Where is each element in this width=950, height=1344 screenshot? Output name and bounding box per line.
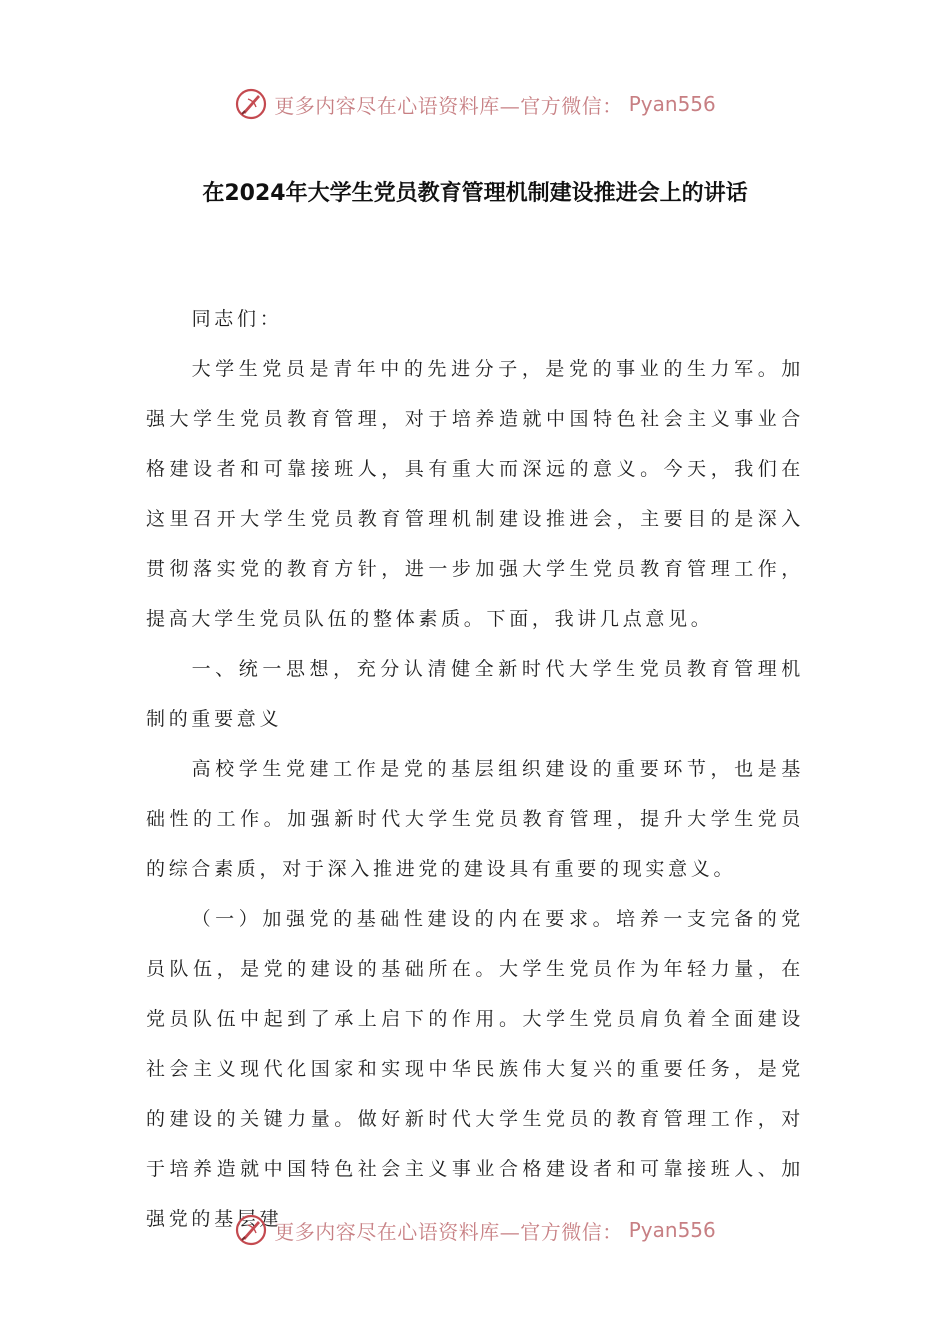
header-watermark: [0, 82, 950, 126]
document-title: 在2024年大学生党员教育管理机制建设推进会上的讲话: [202, 181, 748, 206]
watermark-text: 更多内容尽在心语资料库—官方微信：: [274, 1219, 623, 1244]
greeting: 同志们：: [191, 308, 283, 330]
paragraph: 大学生党员是青年中的先进分子，是党的事业的生力军。加强大学生党员教育管理，对于培养造就中国特色社会主义事业合格建设者和可靠接班人，具有重大而深远的意义。今天，我们在这里召开大学生党员教育管理机制建设推进会，主要目的是深入贯彻落实党的教育方针，进一步加强大学生党员教育管理工作，提高大学生党员队伍的整体素质。下面，我讲几点意见。: [146, 358, 804, 630]
quill-logo-icon: [234, 87, 268, 121]
section-heading: 一、统一思想，充分认清健全新时代大学生党员教育管理机制的重要意义: [146, 658, 804, 730]
paragraph: （一）加强党的基础性建设的内在要求。培养一支完备的党员队伍，是党的建设的基础所在。大学生党员作为年轻力量，在党员队伍中起到了承上启下的作用。大学生党员肩负着全面建设社会主义现代化国家和实现中华民族伟大复兴的重要任务，是党的建设的关键力量。做好新时代大学生党员的教育管理工作，对于培养造就中国特色社会主义事业合格建设者和可靠接班人、加强党的基层建: [146, 908, 804, 1230]
document-body: [146, 294, 804, 1244]
watermark-account: Pyan556: [628, 92, 716, 116]
footer-watermark: [0, 1208, 950, 1252]
watermark-account: Pyan556: [628, 1218, 716, 1242]
paragraph: 高校学生党建工作是党的基层组织建设的重要环节，也是基础性的工作。加强新时代大学生党员教育管理，提升大学生党员的综合素质，对于深入推进党的建设具有重要的现实意义。: [146, 758, 804, 880]
quill-logo-icon: [234, 1213, 268, 1247]
watermark-text: 更多内容尽在心语资料库—官方微信：: [274, 93, 623, 118]
